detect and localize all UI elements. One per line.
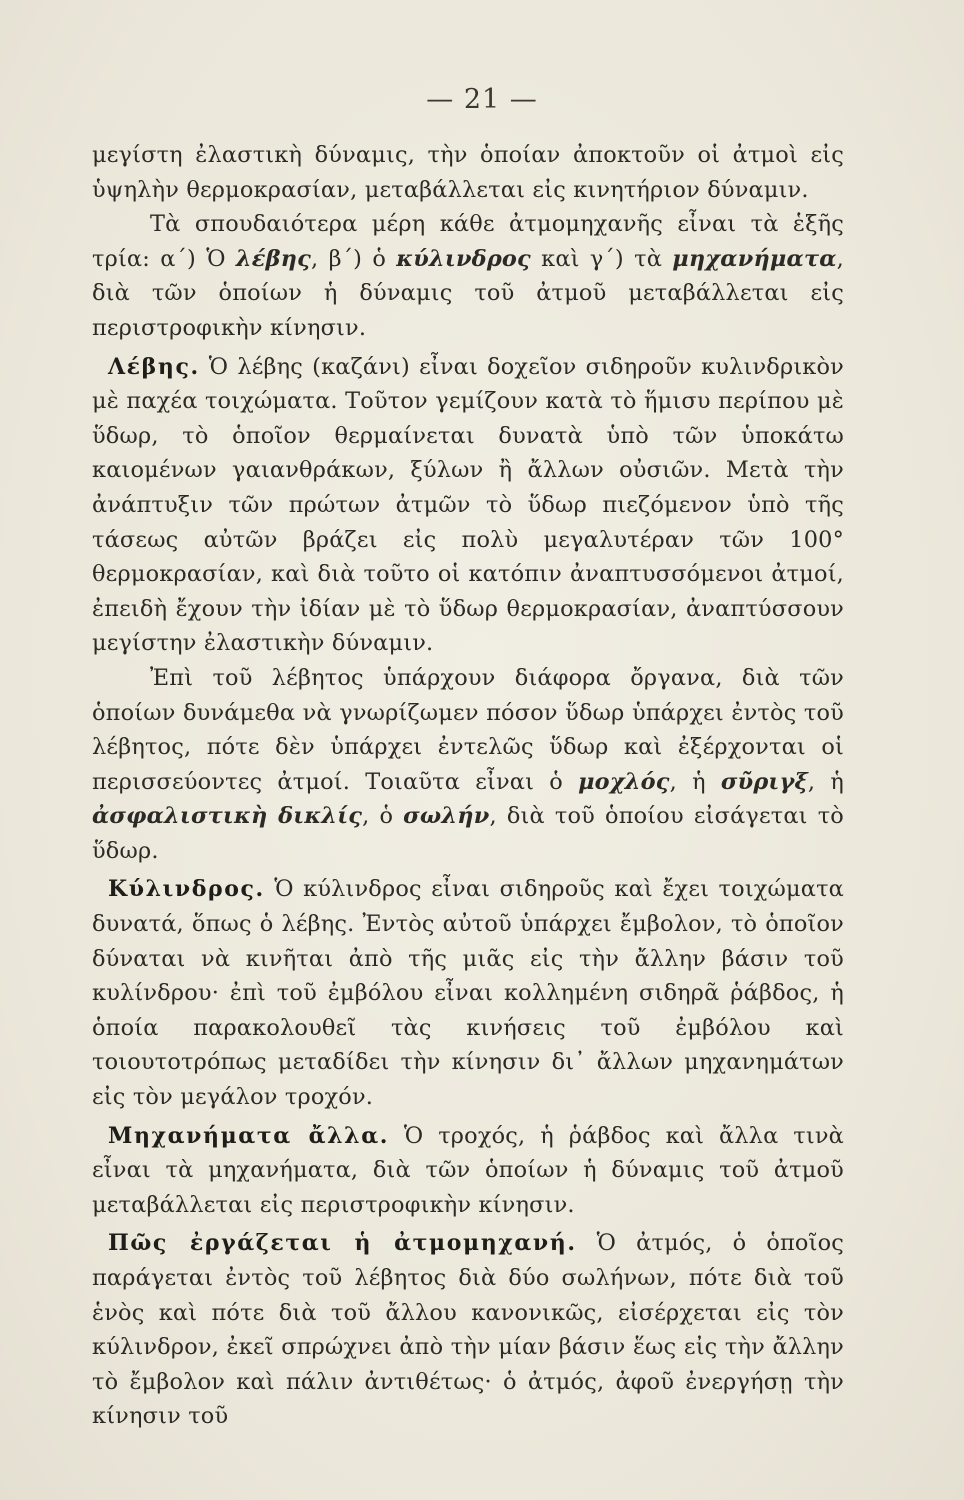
paragraph-lebes bbox=[92, 350, 844, 661]
page-body bbox=[92, 138, 844, 1434]
paragraph-instruments bbox=[92, 661, 844, 869]
paragraph-how-it-works bbox=[92, 1226, 844, 1434]
text-span: , ὁ bbox=[362, 803, 404, 830]
paragraph-main-parts bbox=[92, 207, 844, 345]
section-heading-lebes: Λέβης. bbox=[108, 353, 200, 380]
text-span: καὶ γ΄) τὰ bbox=[530, 245, 673, 272]
section-heading-kylindros: Κύλινδρος. bbox=[108, 876, 265, 903]
text-span: , β΄) ὁ bbox=[311, 245, 397, 272]
term-safety-valve: ἀσφαλιστικὴ δικλίς bbox=[92, 803, 363, 830]
section-heading-how-it-works: Πῶς ἐργάζεται ἡ ἀτμομηχανή. bbox=[108, 1230, 577, 1257]
term-mochlos: μοχλός bbox=[578, 768, 670, 795]
text-span: , διὰ τοῦ ὁποίου εἰσάγεται τὸ ὕδωρ. bbox=[92, 803, 844, 864]
text-span: Ὁ κύλινδρος εἶναι σιδηροῦς καὶ ἔχει τοιχώματα δυνατά, ὅπως ὁ λέβης. Ἐντὸς αὐτοῦ ὑπάρχει ἔμβολον, τὸ ὁποῖον δύναται νὰ κινῆται ἀπὸ τῆς μιᾶς εἰς τὴν ἄλλην βάσιν τοῦ κυλίνδρου· ἐπὶ τοῦ ἐμβόλου εἶναι κολλημένη σιδηρᾶ ῥάβδος, ἡ ὁποία παρακολουθεῖ τὰς κινήσεις τοῦ ἐμβόλου καὶ τοιουτοτρόπως μεταδίδει τὴν κίνησιν δι᾽ ἄλλων μηχανημάτων εἰς τὸν μεγάλον τροχόν. bbox=[92, 876, 844, 1111]
term-solen: σωλήν bbox=[403, 803, 490, 830]
section-heading-mechanemata: Μηχανήματα ἄλλα. bbox=[108, 1122, 389, 1149]
text-span: Τὰ σπουδαιότερα μέρη κάθε ἀτμομηχανῆς εἶναι τὰ ἑξῆς τρία: α΄) Ὁ bbox=[92, 211, 844, 272]
paragraph-mechanemata bbox=[92, 1119, 844, 1223]
term-mechanemata: μηχανήματα bbox=[672, 245, 837, 272]
paragraph-kylindros bbox=[92, 872, 844, 1114]
text-span: Ὁ ἀτμός, ὁ ὁποῖος παράγεται ἐντὸς τοῦ λέβητος διὰ δύο σωλήνων, πότε διὰ τοῦ ἑνὸς καὶ πότε διὰ τοῦ ἄλλου κανονικῶς, εἰσέρχεται εἰς τὸν κύλινδρον, ἐκεῖ σπρώχνει ἀπὸ τὴν μίαν βάσιν ἕως εἰς τὴν ἄλλην τὸ ἔμβολον καὶ πάλιν ἀντιθέτως· ὁ ἀτμός, ἀφοῦ ἐνεργήσῃ τὴν κίνησιν τοῦ bbox=[92, 1230, 844, 1430]
term-syrinx: σῦριγξ bbox=[720, 768, 808, 795]
text-span: , ἡ bbox=[807, 768, 844, 795]
text-span: , διὰ τῶν ὁποίων ἡ δύναμις τοῦ ἀτμοῦ μεταβάλλεται εἰς περιστροφικὴν κίνησιν. bbox=[92, 245, 844, 341]
page-number: — 21 — bbox=[426, 84, 538, 115]
term-kylindros: κύλινδρος bbox=[396, 245, 531, 272]
term-lebes: λέβης bbox=[235, 245, 311, 272]
text-span: Ὁ τροχός, ἡ ῥάβδος καὶ ἄλλα τινὰ εἶναι τὰ μηχανήματα, διὰ τῶν ὁποίων ἡ δύναμις τοῦ ἀτμοῦ μεταβάλλεται εἰς περιστροφικὴν κίνησιν. bbox=[92, 1122, 844, 1218]
text-span: Ὁ λέβης (καζάνι) εἶναι δοχεῖον σιδηροῦν κυλινδρικὸν μὲ παχέα τοιχώματα. Τοῦτον γεμίζουν κατὰ τὸ ἥμισυ περίπου μὲ ὕδωρ, τὸ ὁποῖον θερμαίνεται δυνατὰ ὑπὸ τῶν ὑποκάτω καιομένων γαιανθράκων, ξύλων ἢ ἄλλων οὐσιῶν. Μετὰ τὴν ἀνάπτυξιν τῶν πρώτων ἀτμῶν τὸ ὕδωρ πιεζόμενον ὑπὸ τῆς τάσεως αὐτῶν βράζει εἰς πολὺ μεγαλυτέραν τῶν 100° θερμοκρασίαν, καὶ διὰ τοῦτο οἱ κατόπιν ἀναπτυσσόμενοι ἀτμοί, ἐπειδὴ ἔχουν τὴν ἰδίαν μὲ τὸ ὕδωρ θερμοκρασίαν, ἀναπτύσσουν μεγίστην ἐλαστικὴν δύναμιν. bbox=[92, 353, 844, 657]
text-span: , ἡ bbox=[669, 768, 721, 795]
text-span: Ἐπὶ τοῦ λέβητος ὑπάρχουν διάφορα ὄργανα, διὰ τῶν ὁποίων δυνάμεθα νὰ γνωρίζωμεν πόσον ὕδωρ ὑπάρχει ἐντὸς τοῦ λέβητος, πότε δὲν ὑπάρχει ἐντελῶς ὕδωρ καὶ ἐξέρχονται οἱ περισσεύοντες ἀτμοί. Τοιαῦτα εἶναι ὁ bbox=[92, 664, 844, 795]
paragraph-continuation: μεγίστη ἐλαστικὴ δύναμις, τὴν ὁποίαν ἀποκτοῦν οἱ ἀτμοὶ εἰς ὑψηλὴν θερμοκρασίαν, μεταβάλλεται εἰς κινητήριον δύναμιν. bbox=[92, 142, 844, 203]
